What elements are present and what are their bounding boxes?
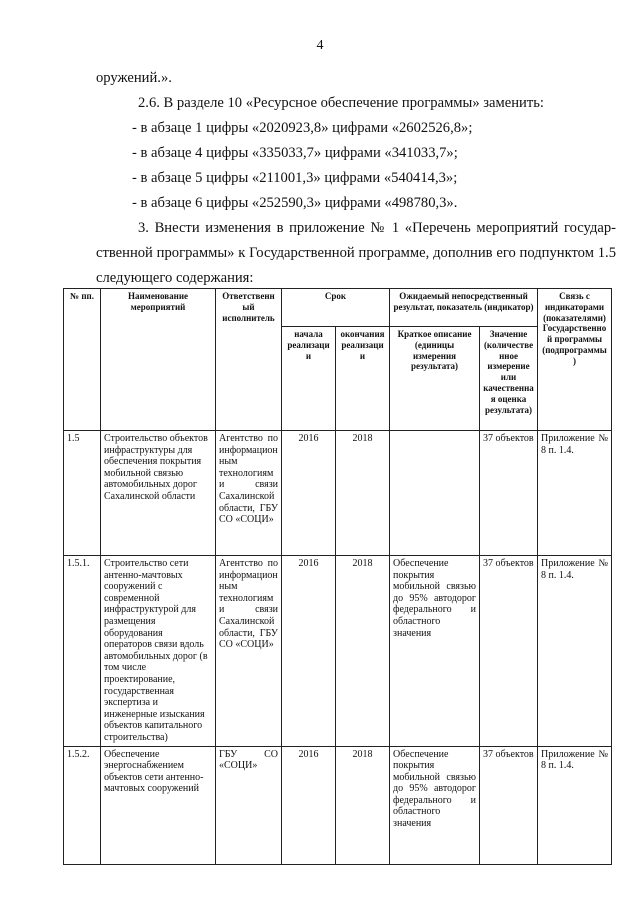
paragraph-2: 2.6. В разделе 10 «Ресурсное обеспечение программы» заменить: [138,95,544,111]
cell-name: Строительство объектов инфраструктуры для обеспечения покрытия мобильной связью автомобильных дорог Сахалинской области [101,431,216,556]
list-item: - в абзаце 6 цифры «252590,3» цифрами «498780,3». [132,195,458,211]
measures-table [63,288,612,865]
cell-value: 37 объектов [480,746,538,864]
cell-brief: Обеспечение покрытия мобильной связью до 95% автодорог федерального и областного значения [390,746,480,864]
list-item: - в абзаце 4 цифры «335033,7» цифрами «341033,7»; [132,145,458,161]
cell-value: 37 объектов [480,431,538,556]
cell-start: 2016 [282,746,336,864]
header-name: Наименование мероприятий [101,289,216,431]
cell-link: Приложение № 8 п. 1.4. [538,431,612,556]
paragraph-1: оружений.». [96,70,172,86]
cell-end: 2018 [336,746,390,864]
cell-end: 2018 [336,431,390,556]
paragraph-3-line-1: 3. Внести изменения в приложение № 1 «Перечень мероприятий государ- [138,220,616,236]
cell-start: 2016 [282,556,336,747]
cell-num: 1.5.1. [64,556,101,747]
header-term-end: окончания реализации [336,327,390,431]
cell-brief: Обеспечение покрытия мобильной связью до 95% автодорог федерального и областного значения [390,556,480,747]
cell-num: 1.5.2. [64,746,101,864]
header-value: Значение (количественное измерение или качественная оценка результата) [480,327,538,431]
cell-value: 37 объектов [480,556,538,747]
header-term: Срок [282,289,390,327]
cell-name: Обеспечение энергоснабжением объектов сети антенно-мачтовых сооружений [101,746,216,864]
header-responsible: Ответственный исполнитель [216,289,282,431]
document-text [96,66,616,291]
header-brief: Краткое описание (единицы измерения результата) [390,327,480,431]
header-link: Связь с индикаторами (показателями) Государственной программы (подпрограммы) [538,289,612,431]
cell-link: Приложение № 8 п. 1.4. [538,746,612,864]
header-expected: Ожидаемый непосредственный результат, показатель (индикатор) [390,289,538,327]
paragraph-3-line-3: следующего содержания: [96,270,254,286]
cell-brief [390,431,480,556]
cell-name: Строительство сети антенно-мачтовых сооружений с современной инфраструктурой для размещения оборудования операторов связи вдоль автомобильных дорог (в том числе проектирование, государственная экспертиза и инженерные изыскания объектов капитального строительства) [101,556,216,747]
table-row [64,431,612,556]
cell-responsible: ГБУ СО «СОЦИ» [216,746,282,864]
cell-end: 2018 [336,556,390,747]
cell-start: 2016 [282,431,336,556]
page-number: 4 [316,38,324,53]
header-num: № пп. [64,289,101,431]
list-item: - в абзаце 1 цифры «2020923,8» цифрами «2602526,8»; [132,120,473,136]
cell-responsible: Агентство по информационным технологиям и связи Сахалинской области, ГБУ СО «СОЦИ» [216,556,282,747]
table-row [64,556,612,747]
cell-link: Приложение № 8 п. 1.4. [538,556,612,747]
cell-num: 1.5 [64,431,101,556]
list-item: - в абзаце 5 цифры «211001,3» цифрами «540414,3»; [132,170,458,186]
table-row [64,746,612,864]
paragraph-3-line-2: ственной программы» к Государственной программе, дополнив его подпунктом 1.5 [96,245,616,261]
header-term-start: начала реализации [282,327,336,431]
cell-responsible: Агентство по информационным технологиям и связи Сахалинской области, ГБУ СО «СОЦИ» [216,431,282,556]
